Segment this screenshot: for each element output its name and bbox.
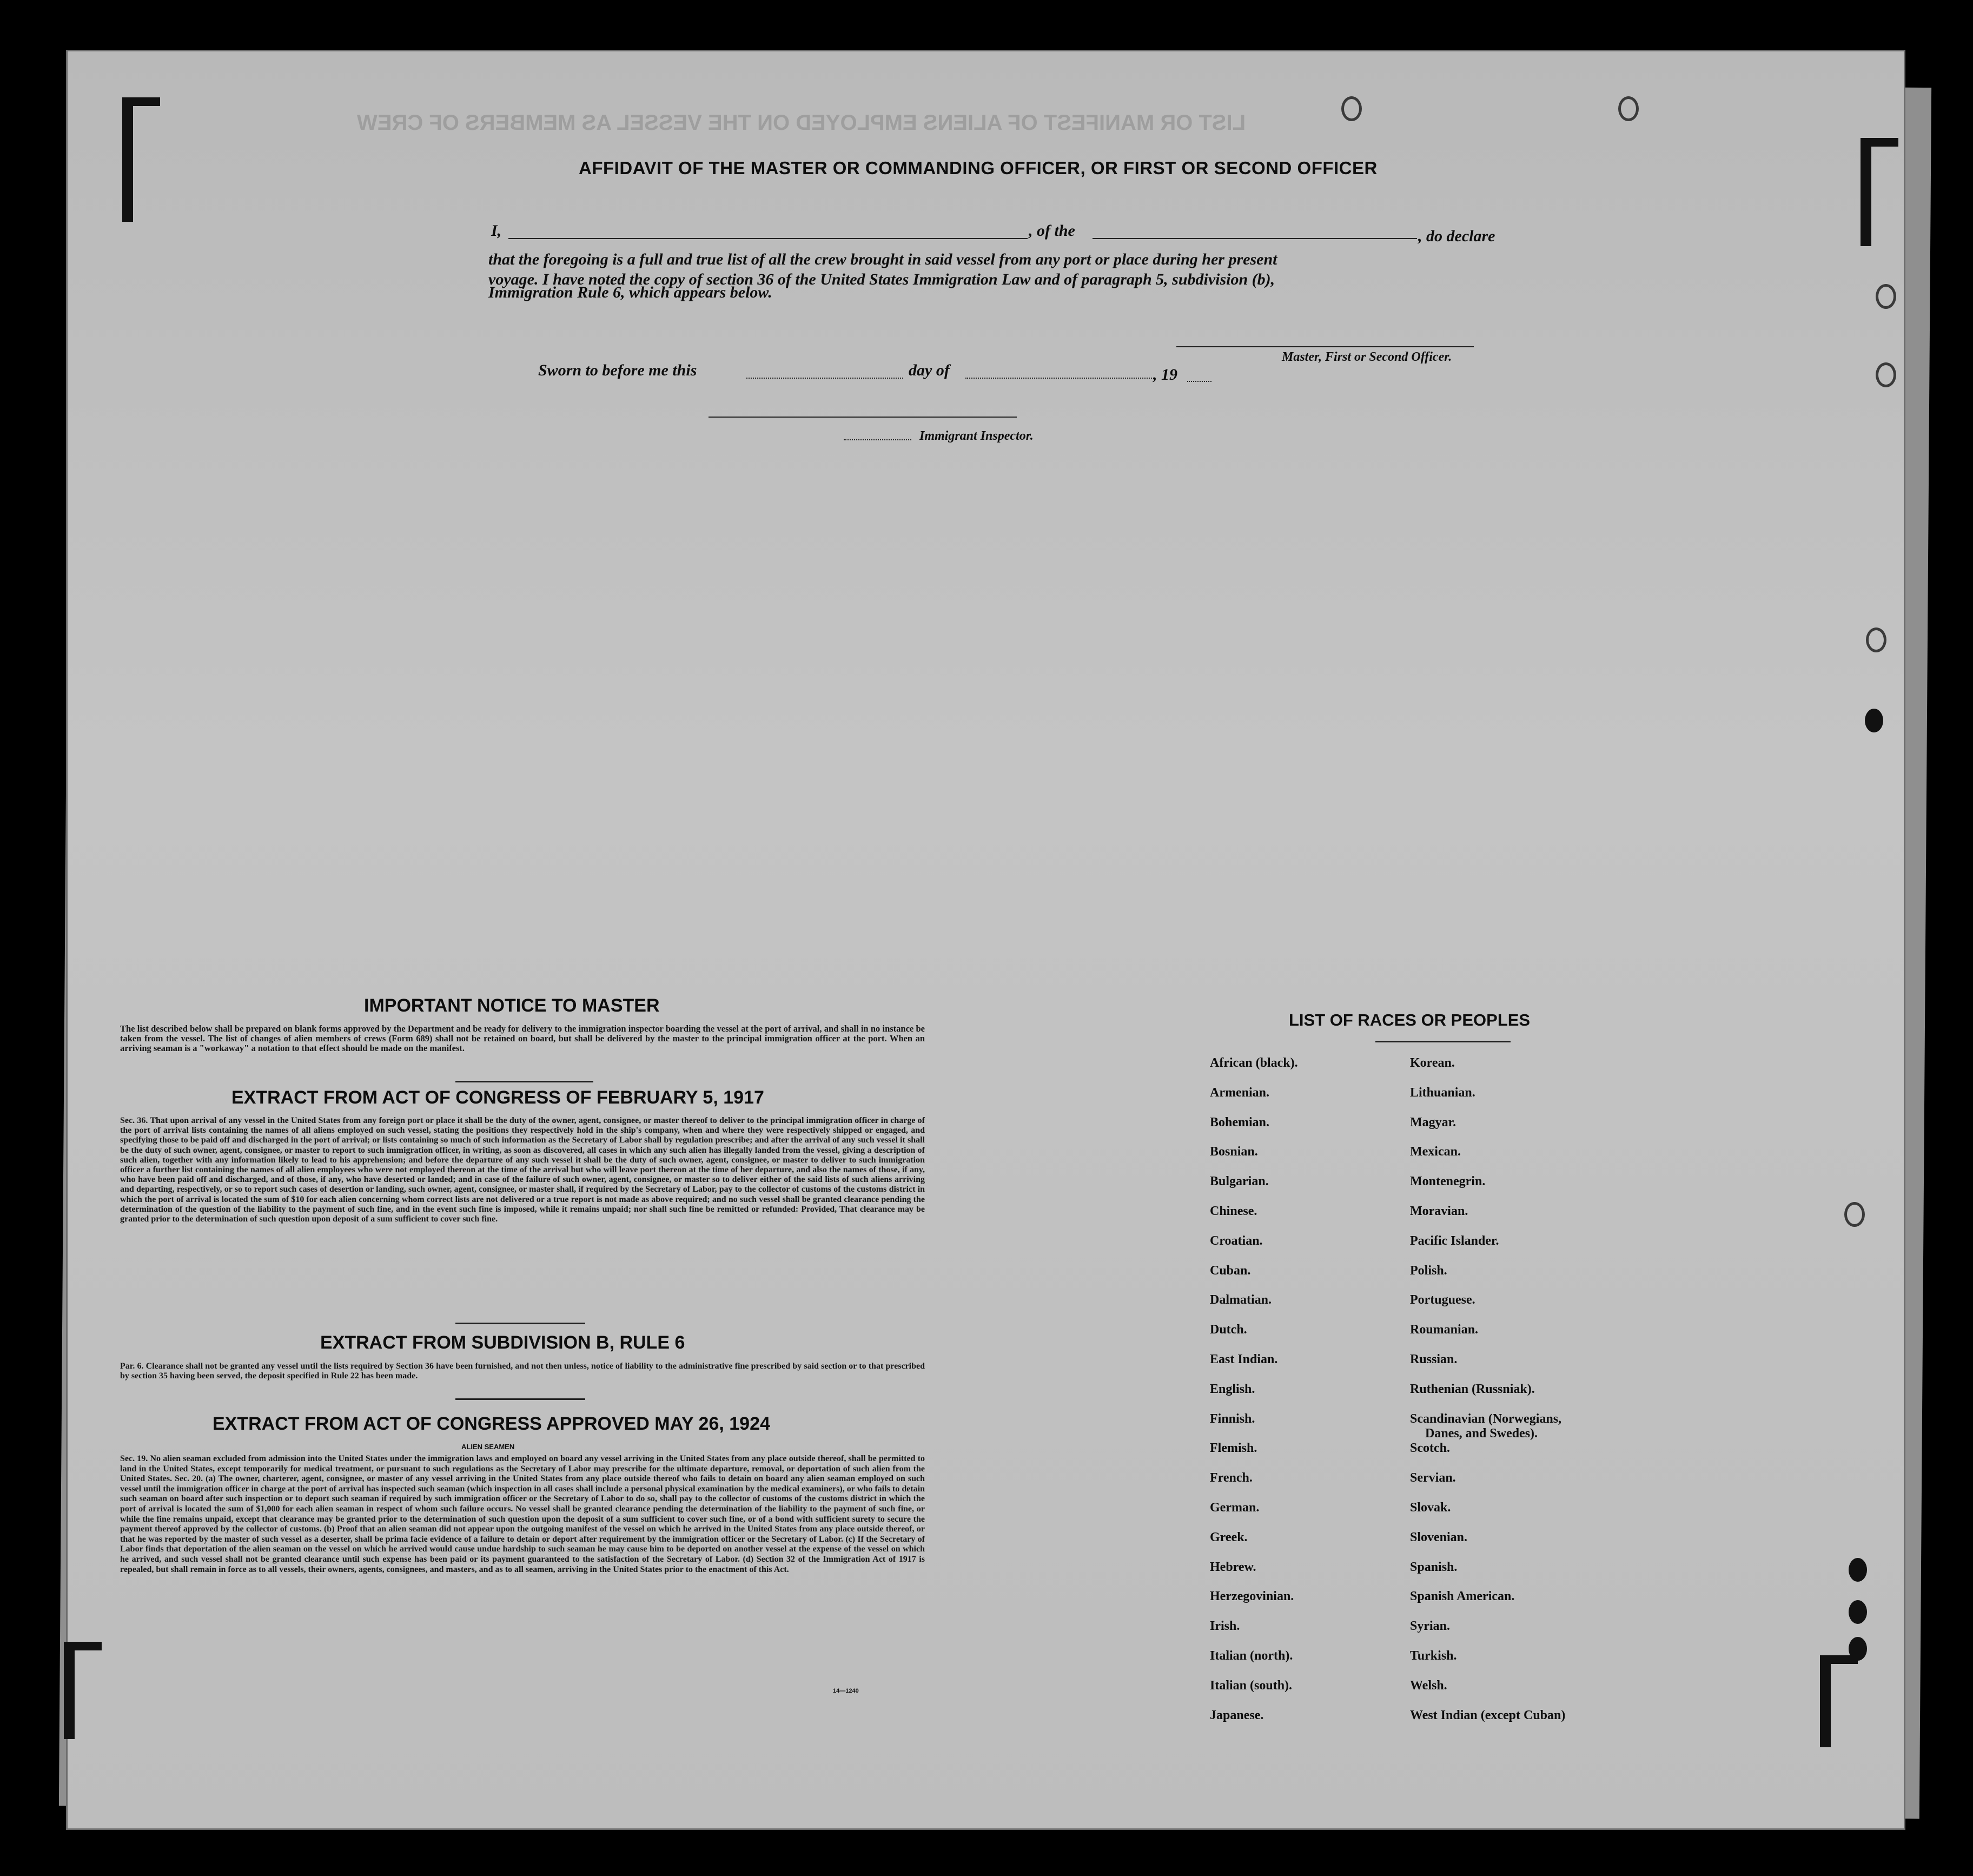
race-item: Roumanian. — [1410, 1323, 1479, 1337]
punch-hole-right-5 — [1844, 1202, 1865, 1227]
sworn-month-field[interactable] — [965, 378, 1152, 379]
corner-mark-bottom-right — [1820, 1655, 1831, 1747]
race-item: Croatian. — [1210, 1233, 1263, 1248]
race-item: Italian (south). — [1210, 1678, 1293, 1693]
year-label: , 19 — [1153, 366, 1177, 384]
extract-1917-divider — [455, 1323, 585, 1324]
notice-text: The list described below shall be prepared on blank forms approved by the Department and be ready for delivery to the immigration inspector boarding the vessel at the port of arrival, and shall in no instance be taken from the vessel. The list of changes of alien members of crews (Form 689) shall not be retained on board, but shall be delivered by the master to the principal immigration officer at the port. When an arriving seaman is a "workaway" a notation to that effect should be made on the manifest. — [120, 1023, 925, 1054]
notice-title: IMPORTANT NOTICE TO MASTER — [364, 995, 660, 1016]
punch-hole-right-4 — [1865, 709, 1883, 732]
corner-mark-top-right — [1861, 138, 1871, 246]
extract-1917-title: EXTRACT FROM ACT OF CONGRESS OF FEBRUARY 5, 1917 — [231, 1087, 764, 1108]
affidavit-line-3: voyage. I have noted the copy of section 36 of the United States Immigration Law and of paragraph 5, subdivision (b), — [488, 270, 1275, 288]
punch-hole-right-1 — [1876, 284, 1896, 309]
corner-mark-bottom-left — [64, 1642, 75, 1739]
race-item: English. — [1210, 1382, 1255, 1396]
master-signature-caption: Master, First or Second Officer. — [1282, 350, 1452, 364]
extract-rule6-text: Par. 6. Clearance shall not be granted any vessel until the lists required by Section 36 have been furnished, and not then unless, notice of liability to the administrative fine prescribed by said section or to that prescribed by section 35 having been served, the deposit specified in Rule 22 has been made. — [120, 1362, 925, 1381]
race-item: Scotch. — [1410, 1441, 1450, 1456]
races-left-column — [1210, 1055, 1298, 1736]
punch-hole-top-2 — [1618, 96, 1639, 121]
affidavit-line-2: that the foregoing is a full and true list of all the crew brought in said vessel from any port or place during her present — [488, 250, 1277, 268]
inspector-signature-dots — [844, 439, 911, 440]
race-item: Slovenian. — [1410, 1530, 1468, 1544]
sworn-year-field[interactable] — [1187, 381, 1211, 382]
race-item: Portuguese. — [1410, 1293, 1475, 1307]
inspector-caption: Immigrant Inspector. — [919, 429, 1034, 443]
sworn-day-field[interactable] — [746, 378, 903, 379]
race-item: Bohemian. — [1210, 1115, 1270, 1129]
form-number: 14—1240 — [833, 1688, 859, 1694]
extract-rule6-title: EXTRACT FROM SUBDIVISION B, RULE 6 — [320, 1332, 685, 1353]
day-of-label: day of — [909, 361, 950, 379]
race-item: Russian. — [1410, 1352, 1458, 1366]
race-item-scandinavian — [1410, 1411, 1565, 1441]
race-item: Irish. — [1210, 1619, 1240, 1634]
extract-rule6-divider — [455, 1398, 585, 1400]
affidavit-name-field[interactable] — [508, 238, 1028, 239]
extract-1924-text: Sec. 19. No alien seaman excluded from admission into the United States under the immigration laws and employed on board any vessel arriving in the United States from any place outside thereof, shall be permitted to land in the United States, except temporarily for medical treatment, or pursuant to such regulations as the Secretary of Labor may prescribe for the ultimate departure, removal, or deportation of such alien from the United States. Sec. 20. (a) The owner, charterer, agent, consignee, or master of any vessel arriving in the United States from any place outside thereof who fails to detain on board any alien seaman employed on such vessel until the immigration officer in charge at the port of arrival has inspected such seaman (which inspection in all cases shall include a personal physical examination by the medical examiners), or who fails to detain such seaman on board after such inspection or to deport such seaman if required by such immigration officer or the Secretary of Labor to do so, shall pay to the collector of customs of the customs district in which the port of arrival is located the sum of $1,000 for each alien seaman in respect of whom such failure occurs. No vessel shall be granted clearance pending the determination of the liability to the payment of such fine, or while the fine remains unpaid, except that clearance may be granted prior to the determination of such question upon the deposit of a sum sufficient to cover such fine, or of a bond with sufficient surety to secure the payment thereof approved by the collector of customs. (b) Proof that an alien seaman did not appear upon the outgoing manifest of the vessel on which he arrived in the United States from any place outside thereof, or that he was reported by the master of such vessel as a deserter, shall be prima facie evidence of a failure to detain or deport after requirement by the immigration officer or the Secretary of Labor. (c) If the Secretary of Labor finds that deportation of the alien seaman on the vessel on which he arrived would cause undue hardship to such seaman he may cause him to be deported on another vessel at the expense of the vessel on which he arrived, and such vessel shall not be granted clearance until such expense has been paid or its payment guaranteed to the satisfaction of the Secretary of Labor. (d) Section 32 of the Immigration Act of 1917 is repealed, but shall remain in force as to all vessels, their owners, agents, consignees, and masters, and as to all seamen, arriving in the United States prior to the enactment of this Act. — [120, 1454, 925, 1574]
race-item: Bulgarian. — [1210, 1174, 1269, 1189]
race-item-scandinavian-line1: Scandinavian (Norwegians, — [1410, 1411, 1562, 1426]
race-item: French. — [1210, 1471, 1253, 1485]
punch-hole-top-1 — [1341, 96, 1362, 121]
race-item-scandinavian-line2: Danes, and Swedes). — [1425, 1426, 1538, 1441]
punch-hole-right-6 — [1849, 1558, 1867, 1582]
race-item: Welsh. — [1410, 1678, 1447, 1693]
race-item: Moravian. — [1410, 1204, 1468, 1218]
race-item: Bosnian. — [1210, 1145, 1258, 1159]
race-item: Magyar. — [1410, 1115, 1456, 1129]
race-item: East Indian. — [1210, 1352, 1278, 1366]
race-item: Italian (north). — [1210, 1648, 1293, 1663]
corner-mark-top-left — [122, 97, 133, 222]
punch-hole-right-3 — [1866, 627, 1886, 652]
race-item: Polish. — [1410, 1263, 1447, 1278]
race-item: Slovak. — [1410, 1500, 1451, 1515]
punch-hole-right-7 — [1849, 1600, 1867, 1624]
race-item: Spanish. — [1410, 1560, 1458, 1574]
extract-1924-title: EXTRACT FROM ACT OF CONGRESS APPROVED MAY 26, 1924 — [213, 1413, 770, 1434]
affidavit-i-label: I, — [491, 222, 502, 240]
race-item: Chinese. — [1210, 1204, 1257, 1218]
race-item: Flemish. — [1210, 1441, 1257, 1456]
race-item: Dutch. — [1210, 1323, 1247, 1337]
race-item: Mexican. — [1410, 1145, 1461, 1159]
race-item: Pacific Islander. — [1410, 1233, 1499, 1248]
extract-1917-text: Sec. 36. That upon arrival of any vessel in the United States from any foreign port or place it shall be the duty of the owner, agent, consignee, or master thereof to deliver to the principal immigration officer in charge of the port of arrival lists containing the names of all aliens employed on such vessel, stating the positions they respectively hold in the ship's company, when and where they were respectively shipped or engaged, and specifying those to be paid off and discharged in the port of arrival; or lists containing so much of such information as the Secretary of Labor shall by regulation prescribe; and after the arrival of any such vessel it shall be the duty of such owner, agent, consignee, or master to report to such immigration officer, in writing, as soon as discovered, all cases in which any such alien has illegally landed from the vessel, giving a description of such alien, together with any information likely to lead to his apprehension; and before the departure of any such vessel it shall be the duty of such owner, agent, consignee, or master to deliver to such immigration officer a further list containing the names of all alien employees who were not employed thereon at the time of the arrival but who will leave port thereon at the time of her departure, and also the names of those, if any, who have been paid off and discharged, and of those, if any, who have deserted or landed; and in case of the failure of such owner, agent, consignee, or master so to deliver either of the said lists of such aliens arriving and departing, respectively, or so to report such cases of desertion or landing, such owner, agent, consignee, or master shall, if required by the Secretary of Labor, pay to the collector of customs of the customs district in which the port of arrival is located the sum of $10 for each alien concerning whom correct lists are not delivered or a true report is not made as above required; and no such vessel shall be granted clearance pending the determination of the question of the liability to the payment of such fine, and in the event such fine is imposed, while it remains unpaid; nor shall such fine be remitted or refunded: Provided, That clearance may be granted prior to the determination of such question upon deposit of a sum sufficient to cover such fine. — [120, 1116, 925, 1224]
race-item: Herzegovinian. — [1210, 1589, 1294, 1604]
race-item: Cuban. — [1210, 1263, 1251, 1278]
extract-1924-subtitle: ALIEN SEAMEN — [461, 1443, 515, 1451]
race-item: Turkish. — [1410, 1648, 1457, 1663]
race-item: Syrian. — [1410, 1619, 1451, 1634]
races-right-column — [1410, 1055, 1565, 1736]
race-item: Hebrew. — [1210, 1560, 1256, 1574]
sworn-label: Sworn to before me this — [538, 361, 697, 379]
race-item: Servian. — [1410, 1471, 1456, 1485]
race-item: Korean. — [1410, 1056, 1455, 1070]
punch-hole-right-2 — [1876, 362, 1896, 387]
affidavit-do-declare-label: , do declare — [1418, 227, 1495, 245]
affidavit-line-4: Immigration Rule 6, which appears below. — [488, 283, 772, 301]
races-title: LIST OF RACES OR PEOPLES — [1289, 1010, 1531, 1029]
affidavit-of-the-label: , of the — [1029, 222, 1075, 240]
race-item: Lithuanian. — [1410, 1085, 1475, 1100]
race-item: Spanish American. — [1410, 1589, 1515, 1604]
affidavit-vessel-field[interactable] — [1093, 238, 1417, 239]
race-item: Finnish. — [1210, 1411, 1255, 1426]
bleed-through-title: LIST OR MANIFEST OF ALIENS EMPLOYED ON THE VESSEL AS MEMBERS OF CREW — [357, 111, 1246, 135]
race-item: Dalmatian. — [1210, 1293, 1272, 1307]
master-signature-field[interactable] — [1176, 346, 1474, 347]
inspector-signature-field[interactable] — [709, 417, 1017, 418]
race-item: Montenegrin. — [1410, 1174, 1486, 1189]
race-item: Greek. — [1210, 1530, 1248, 1544]
race-item: Japanese. — [1210, 1708, 1264, 1722]
race-item: African (black). — [1210, 1056, 1298, 1070]
race-item: West Indian (except Cuban) — [1410, 1708, 1566, 1722]
race-item: German. — [1210, 1500, 1260, 1515]
notice-divider — [455, 1081, 593, 1082]
race-item: Ruthenian (Russniak). — [1410, 1382, 1535, 1396]
race-item: Armenian. — [1210, 1085, 1269, 1100]
races-title-underline — [1375, 1041, 1511, 1042]
affidavit-title: AFFIDAVIT OF THE MASTER OR COMMANDING OFFICER, OR FIRST OR SECOND OFFICER — [579, 158, 1378, 178]
